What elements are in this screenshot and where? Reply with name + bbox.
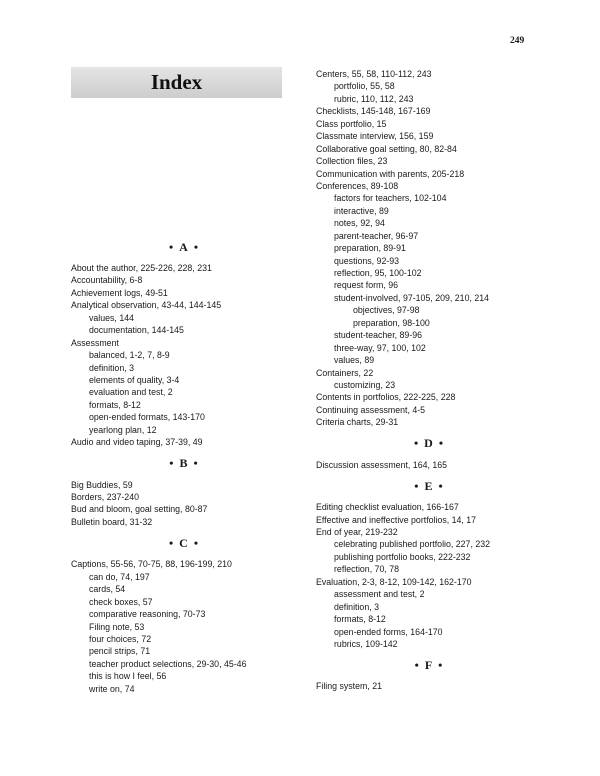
page-number: 249: [510, 36, 525, 46]
letter-heading: [316, 650, 541, 680]
index-subentry: pencil strips, 71: [89, 646, 151, 657]
bullet-ornament: •: [438, 657, 443, 672]
page-title: Index: [150, 70, 203, 94]
index-subentry: notes, 92, 94: [334, 218, 385, 229]
index-subentry: four choices, 72: [89, 633, 152, 644]
index-subentry: elements of quality, 3-4: [89, 374, 180, 385]
index-entry: Assessment: [71, 337, 119, 348]
index-subentry: open-ended formats, 143-170: [89, 412, 205, 423]
index-subentry: rubrics, 109-142: [334, 638, 398, 649]
index-entry: Conferences, 89-108: [316, 180, 399, 191]
index-subentry: reflection, 70, 78: [334, 564, 400, 575]
index-entry: End of year, 219-232: [316, 527, 398, 537]
index-subentry: student-teacher, 89-96: [334, 330, 423, 341]
index-entry: Discussion assessment, 164, 165: [316, 459, 448, 470]
letter-heading: [71, 232, 296, 262]
index-entry: Bud and bloom, goal setting, 80-87: [71, 504, 208, 515]
index-subentry: yearlong plan, 12: [89, 424, 157, 435]
index-subentry: documentation, 144-145: [89, 325, 184, 336]
bullet-ornament: •: [438, 436, 444, 451]
index-subentry: balanced, 1-2, 7, 8-9: [89, 350, 170, 361]
index-entry: Effective and ineffective portfolios, 14, 17: [316, 514, 477, 525]
index-subentry: portfolio, 55, 58: [334, 81, 395, 92]
index-subentry: this is how I feel, 56: [89, 671, 167, 682]
index-entry: Containers, 22: [316, 367, 374, 378]
letter-heading: [316, 471, 541, 501]
index-subentry: formats, 8-12: [334, 614, 386, 625]
index-subentry: preparation, 89-91: [334, 243, 406, 254]
index-subentry: values, 144: [89, 312, 134, 323]
index-subentry: objectives, 97-98: [353, 305, 420, 316]
index-subentry: check boxes, 57: [89, 596, 153, 607]
index-subentry: three-way, 97, 100, 102: [334, 342, 426, 353]
bullet-ornament: •: [169, 456, 174, 471]
index-entry: Achievement logs, 49-51: [71, 287, 168, 298]
index-subentry: evaluation and test, 2: [89, 387, 173, 398]
index-entry: Centers, 55, 58, 110-112, 243: [316, 69, 432, 79]
index-entry: Borders, 237-240: [71, 492, 139, 502]
index-subentry: definition, 3: [334, 601, 379, 612]
letter-heading-label: D: [424, 436, 433, 451]
index-entry: Class portfolio, 15: [316, 118, 387, 129]
index-column-right: [316, 68, 541, 693]
index-entry: Audio and video taping, 37-39, 49: [71, 437, 203, 448]
index-subentry: write on, 74: [89, 683, 135, 694]
index-entry: Criteria charts, 29-31: [316, 417, 399, 428]
index-subentry: values, 89: [334, 355, 375, 366]
index-column-left: [71, 232, 296, 695]
index-subentry: parent-teacher, 96-97: [334, 230, 419, 241]
index-entry: Big Buddies, 59: [71, 479, 133, 490]
index-subentry: Filing note, 53: [89, 621, 145, 632]
bullet-ornament: •: [438, 478, 443, 493]
index-entry: Communication with parents, 205-218: [316, 168, 465, 179]
index-subentry: customizing, 23: [334, 379, 396, 390]
letter-heading-label: C: [179, 535, 188, 550]
index-entry: Filing system, 21: [316, 681, 382, 692]
index-subentry: reflection, 95, 100-102: [334, 268, 422, 278]
bullet-ornament: •: [168, 239, 174, 254]
bullet-ornament: •: [193, 239, 199, 254]
index-entry: Bulletin board, 31-32: [71, 516, 153, 527]
letter-heading-label: A: [179, 239, 188, 254]
index-subentry: open-ended forms, 164-170: [334, 626, 443, 637]
index-entry: Checklists, 145-148, 167-169: [316, 106, 431, 117]
bullet-ornament: •: [193, 456, 198, 471]
index-entry: Accountability, 6-8: [71, 275, 143, 286]
index-entry: Captions, 55-56, 70-75, 88, 196-199, 210: [71, 559, 232, 570]
index-subentry: rubric, 110, 112, 243: [334, 93, 414, 104]
letter-heading: [71, 449, 296, 479]
index-entry: Evaluation, 2-3, 8-12, 109-142, 162-170: [316, 576, 472, 587]
letter-heading: [71, 528, 296, 558]
index-subentry: comparative reasoning, 70-73: [89, 609, 206, 620]
index-subentry: assessment and test, 2: [334, 589, 425, 600]
index-subentry: definition, 3: [89, 362, 134, 373]
index-entry: Collection files, 23: [316, 156, 388, 167]
bullet-ornament: •: [414, 657, 419, 672]
index-subentry: cards, 54: [89, 584, 126, 595]
index-subentry: interactive, 89: [334, 205, 389, 216]
bullet-ornament: •: [413, 436, 419, 451]
index-subentry: can do, 74, 197: [89, 571, 150, 582]
index-subentry: formats, 8-12: [89, 399, 141, 410]
index-title-banner: [71, 67, 282, 98]
index-entry: Editing checklist evaluation, 166-167: [316, 502, 459, 513]
letter-heading-label: E: [424, 478, 433, 493]
letter-heading: [316, 429, 541, 459]
index-entry: Collaborative goal setting, 80, 82-84: [316, 143, 457, 154]
index-subentry: request form, 96: [334, 280, 399, 291]
index-subentry: factors for teachers, 102-104: [334, 193, 447, 204]
bullet-ornament: •: [414, 478, 419, 493]
index-entry: Contents in portfolios, 222-225, 228: [316, 392, 456, 403]
index-entry: Analytical observation, 43-44, 144-145: [71, 300, 222, 311]
index-entry: About the author, 225-226, 228, 231: [71, 263, 212, 273]
index-subentry: questions, 92-93: [334, 255, 400, 266]
bullet-ornament: •: [193, 535, 199, 550]
letter-heading-label: F: [424, 657, 433, 672]
index-subentry: teacher product selections, 29-30, 45-46: [89, 658, 247, 669]
bullet-ornament: •: [168, 535, 174, 550]
index-subentry: celebrating published portfolio, 227, 232: [334, 539, 491, 550]
index-entry: Continuing assessment, 4-5: [316, 404, 426, 415]
index-entry: Classmate interview, 156, 159: [316, 131, 434, 142]
index-subentry: student-involved, 97-105, 209, 210, 214: [334, 292, 490, 303]
letter-heading-label: B: [179, 456, 188, 471]
index-subentry: publishing portfolio books, 222-232: [334, 551, 471, 562]
index-subentry: preparation, 98-100: [353, 317, 430, 328]
